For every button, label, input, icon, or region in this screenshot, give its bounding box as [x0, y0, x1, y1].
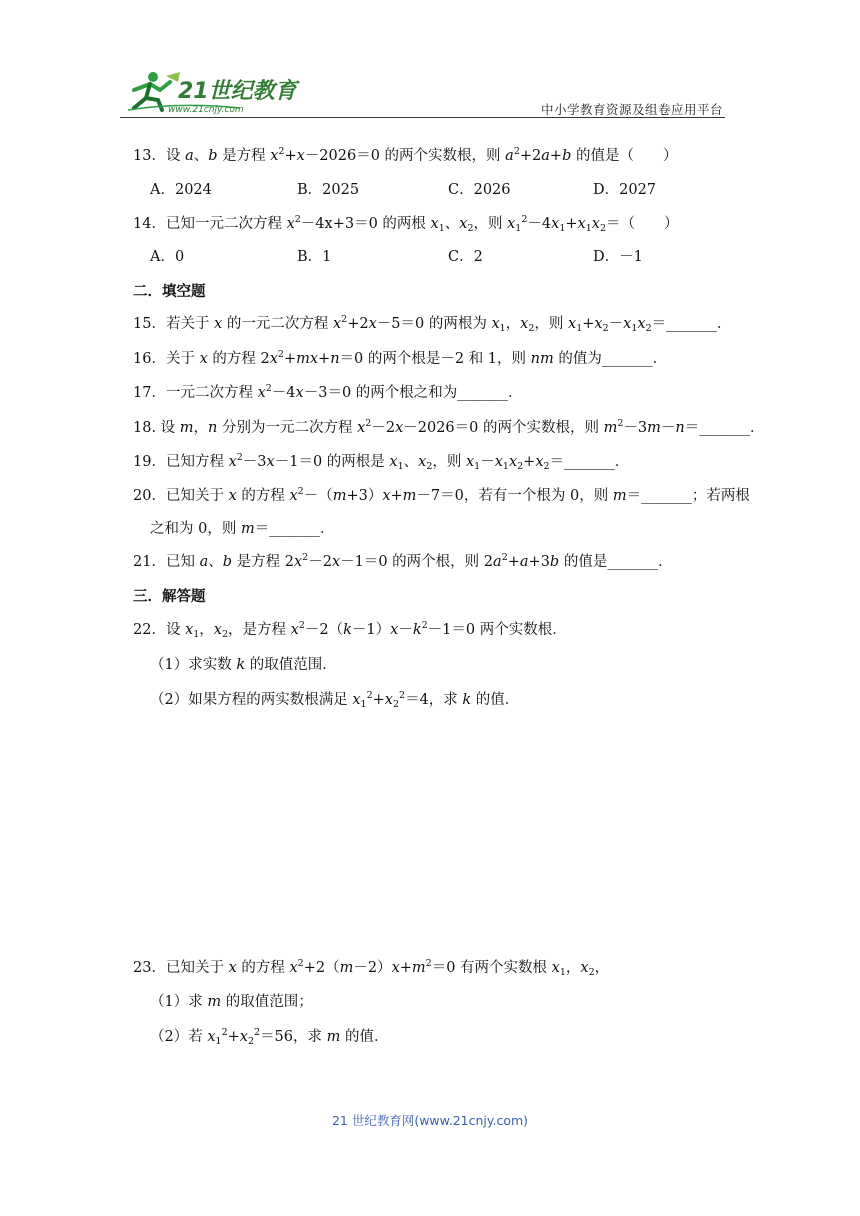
- question-22: 22．设 $x_1$，$x_2$，是方程 $x^2-2(k-1)x-k^2-1=0$ 两个实数根．: [133, 620, 567, 640]
- question-23-part-2: （2）若 $x_1^2+x_2^2=56$，求 m 的值．: [150, 1027, 389, 1047]
- logo-url: www.21cnjy.com: [168, 105, 244, 114]
- logo-21cnjy: [120, 68, 320, 114]
- question-14: 14．已知一元二次方程 $x^2-4x+3=0$ 的两根 $x_1$、$x_2$，则 $x_1^2-4x_1+x_1x_2=$（ ）: [133, 214, 679, 234]
- q13-option-b: B．2025: [297, 182, 360, 198]
- question-22-part-2: （2）如果方程的两实数根满足 $x_1^2+x_2^2=4$，求 k 的值．: [150, 690, 520, 710]
- platform-name: 中小学教育资源及组卷应用平台: [540, 102, 723, 117]
- question-17: 17．一元二次方程 $x^2-4x-3=0$ 的两个根之和为_______．: [133, 383, 523, 401]
- page-footer: 21 世纪教育网(www.21cnjy.com): [331, 1113, 529, 1128]
- question-20-cont: 之和为 0，则 m＝_______．: [150, 521, 335, 537]
- question-16: 16．关于 x 的方程 $2x^2+mx+n=0$ 的两个根是－2 和 1，则 nm 的值为_______．: [133, 349, 668, 367]
- question-20: 20．已知关于 x 的方程 $x^2-(m+3)x+m-7=0$，若有一个根为 0，则 m＝_______；若两根: [133, 486, 750, 504]
- q14-option-a: A．0: [150, 249, 185, 265]
- q13-option-d: D．2027: [593, 182, 657, 198]
- q14-option-b: B．1: [297, 249, 332, 265]
- section-solve: 三．解答题: [133, 589, 206, 605]
- question-18: 18. 设 m，n 分别为一元二次方程 $x^2-2x-2026=0$ 的两个实数根，则 $m^2-3m-n=\_\_\_\_\_\_\_$．: [133, 418, 765, 436]
- question-23: 23．已知关于 x 的方程 $x^2+2(m-2)x+m^2=0$ 有两个实数根 $x_1$，$x_2$，: [133, 958, 610, 978]
- q13-option-a: A．2024: [150, 182, 212, 198]
- question-23-part-1: （1）求 m 的取值范围；: [150, 994, 313, 1010]
- question-21: 21．已知 a、b 是方程 $2x^2-2x-1=0$ 的两个根，则 $2a^2+a+3b$ 的值是_______．: [133, 552, 673, 570]
- question-19: 19．已知方程 $x^2-3x-1=0$ 的两根是 $x_1$、$x_2$，则 $x_1-x_1x_2+x_2=\_\_\_\_\_\_\_$．: [133, 452, 630, 472]
- question-13: 13．设 a、b 是方程 $x^2+x-2026=0$ 的两个实数根，则 $a^2+2a+b$ 的值是（ ）: [133, 146, 678, 164]
- section-fill-in: 二．填空题: [133, 284, 206, 300]
- page-header: [120, 64, 725, 118]
- logo-text: 21世纪教育: [178, 79, 297, 104]
- q14-option-c: C．2: [448, 249, 483, 265]
- question-15: 15．若关于 x 的一元二次方程 $x^2+2x-5=0$ 的两根为 $x_1$，$x_2$，则 $x_1+x_2-x_1x_2=\_\_\_\_\_\_\_$．: [133, 314, 732, 334]
- question-22-part-1: （1）求实数 k 的取值范围．: [150, 657, 337, 673]
- header-divider: [120, 117, 725, 118]
- q14-option-d: D．－1: [593, 249, 643, 265]
- q13-option-c: C．2026: [448, 182, 511, 198]
